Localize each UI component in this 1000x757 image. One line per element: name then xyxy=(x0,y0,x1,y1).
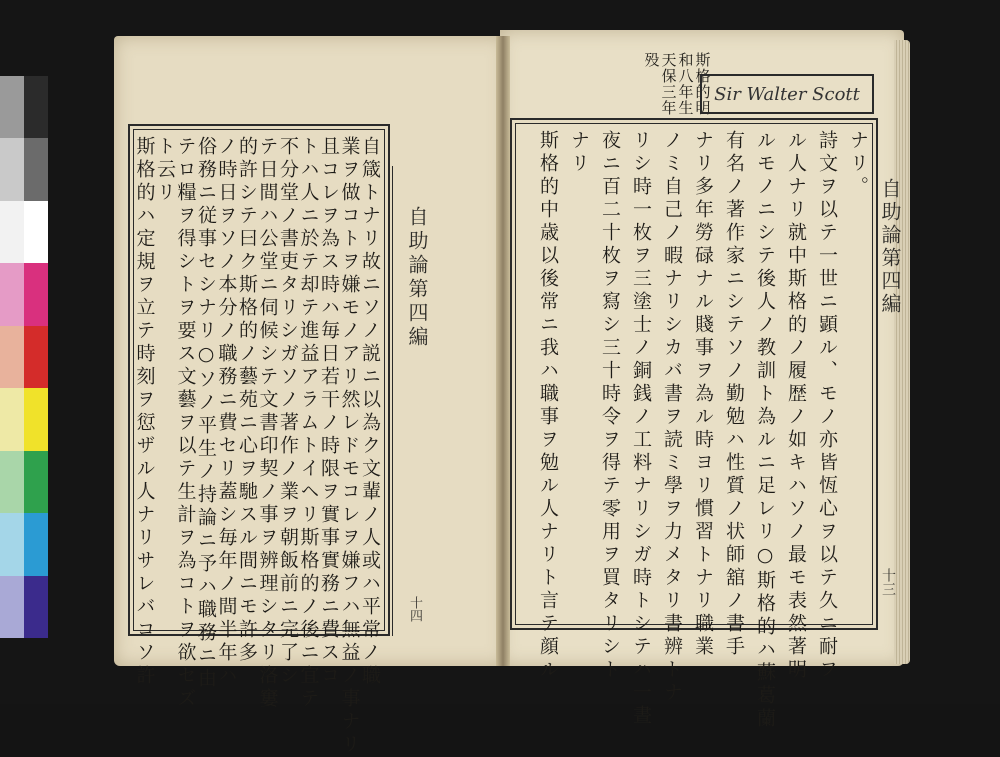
right-running-title: 自助論第四編 xyxy=(878,178,902,316)
text-column: 自箴トナリ故ニソノ説ニ以為ク文輩ノ人或ハ平常ノ職 xyxy=(359,136,381,688)
text-column: トハ人ニ於テ却テ進益アラムトイヘリ斯格的ノ後ニ宜テ xyxy=(297,136,320,711)
name-label: Sir Walter Scott xyxy=(714,83,860,105)
swatch-row xyxy=(0,513,48,575)
text-column: 業ヲ做コトヲ嫌モノアリ然レドモコレヲ嫌フハ無益ノ事ナリ xyxy=(338,136,361,757)
swatch-row xyxy=(0,388,48,450)
color-swatch xyxy=(24,451,48,513)
color-swatch xyxy=(24,138,48,200)
text-column: ルモノニシテ後人ノ教訓ト為ルニ足レリ○斯格的ハ蘇葛蘭 xyxy=(754,130,776,731)
right-page-number: 十三 xyxy=(880,568,896,596)
text-column: 有名ノ著作家ニシテソノ勤勉ハ性質ノ状師舘ノ書手 xyxy=(723,130,745,659)
color-swatch xyxy=(24,76,48,138)
left-page xyxy=(114,36,506,757)
header-column: 和八年生 xyxy=(676,52,695,116)
text-column: 斯格的ハ定規ヲ立テ時刻ヲ愆ザル人ナリサレバコソ許 xyxy=(133,136,156,688)
color-swatch xyxy=(0,513,24,575)
text-column: リシ時一枚ヲ三塗士ノ銅銭ノ工料ナリシガ時トシテハ一晝 xyxy=(630,130,652,728)
text-column: 詩文ヲ以テ一世ニ顕ル、モノ亦皆恆心ヲ以テ久ニ耐フ xyxy=(816,130,838,682)
right-text-frame xyxy=(510,118,878,731)
text-column: ナリ xyxy=(568,130,590,176)
text-column: 俗務ニ従事セシナリ○ソノ平生ノ持論ニ予ハ職務ニ由 xyxy=(195,136,217,691)
text-column: 夜ニ百二十枚ヲ寫シ三十時令ヲ得テ零用ヲ買タリシト xyxy=(599,130,621,682)
swatch-row xyxy=(0,451,48,513)
text-column: ノ時日ヲソノ本分ノ職務ニ費セリ蓋シ毎年ノ間半年ハ xyxy=(215,136,238,688)
color-swatch xyxy=(24,576,48,638)
left-text-frame xyxy=(128,124,390,757)
left-page-margin xyxy=(392,166,437,636)
color-swatch xyxy=(0,451,24,513)
swatch-row xyxy=(0,263,48,325)
header-column: 斯格的明 xyxy=(693,52,712,116)
book-gutter xyxy=(496,36,510,666)
color-swatch xyxy=(24,388,48,450)
name-label-box xyxy=(700,74,874,114)
swatch-row xyxy=(0,76,48,138)
color-swatch xyxy=(0,576,24,638)
text-column: 且コレヲ為ス時ハ毎日若干ノ時限ヲ實事實務ニ費スコ xyxy=(318,136,340,688)
color-swatch xyxy=(24,326,48,388)
swatch-row xyxy=(0,201,48,263)
text-column: 不分堂ノ書吏タリシガソノ著作ノ業ヲ朝飯前ニ完了シ xyxy=(277,136,299,688)
text-column: ナリ多年勞碌ナル賤事ヲ為ル時ヨリ慣習トナリ職業 xyxy=(692,130,714,659)
swatch-row xyxy=(0,576,48,638)
right-page-margin xyxy=(874,118,900,626)
text-column: テ日間ハ公堂ニ伺候シテ文書印契ノ事ヲ辨理シタリ洛窶 xyxy=(256,136,279,711)
text-column: ト云リ xyxy=(154,136,176,205)
left-running-title: 自助論第四編 xyxy=(405,206,429,350)
color-swatch xyxy=(24,263,48,325)
color-calibration-strip xyxy=(0,76,48,638)
text-column: ル人ナリ就中斯格的ノ履歴ノ如キハソノ最モ表然著明 xyxy=(785,130,807,682)
color-swatch xyxy=(24,201,48,263)
text-column: ナリ。 xyxy=(847,130,869,199)
left-page-number: 十四 xyxy=(407,596,422,622)
color-swatch xyxy=(0,201,24,263)
color-swatch xyxy=(0,326,24,388)
color-swatch xyxy=(24,513,48,575)
swatch-row xyxy=(0,326,48,388)
color-swatch xyxy=(0,263,24,325)
text-column: 斯格的中歳以後常ニ我ハ職事ヲ勉ル人ナリト言テ顔ル xyxy=(537,130,559,682)
text-column: 的許シテ曰ク斯格的ノ藝苑ニ心ヲ馳スル間ニモ許多 xyxy=(236,136,258,665)
color-swatch xyxy=(0,388,24,450)
text-column: テロ糧ヲ得シトヲ要ス文藝ヲ以テ生計ヲ為コトヲ欲セズ xyxy=(174,136,197,711)
color-swatch xyxy=(0,76,24,138)
open-book xyxy=(104,30,910,757)
header-column: 天保三年 xyxy=(659,52,678,116)
text-column: ノミ自己ノ暇ナリシカバ書ヲ読ミ學ヲ力メタリ書辨トナ xyxy=(661,130,683,705)
color-swatch xyxy=(0,138,24,200)
swatch-row xyxy=(0,138,48,200)
header-column: 殁 xyxy=(642,52,661,68)
